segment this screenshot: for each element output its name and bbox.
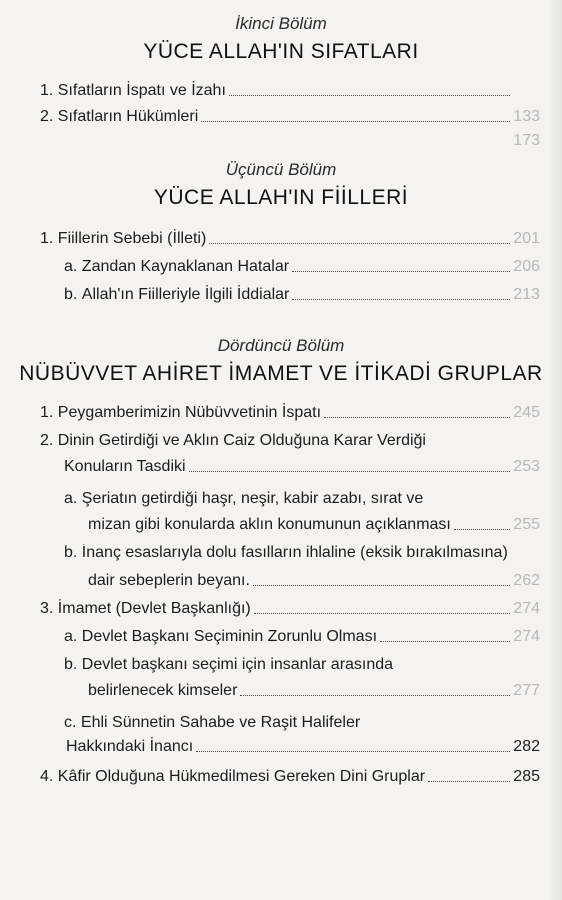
toc-entry-first-line	[64, 656, 393, 674]
dot-leader	[454, 529, 510, 530]
entry-page: 285	[513, 768, 540, 785]
entry-text-continued: Konuların Tasdiki	[64, 458, 186, 475]
entry-number: a.	[64, 628, 78, 645]
dot-leader	[196, 751, 510, 752]
toc-entry-first-line	[64, 490, 423, 508]
entry-text: Devlet Başkanı Seçiminin Zorunlu Olması	[81, 628, 378, 645]
entry-text: Devlet başkanı seçimi için insanlar arasında	[81, 656, 394, 673]
dot-leader	[209, 243, 510, 244]
section-label: Üçüncü Bölüm	[225, 160, 337, 179]
entry-number: a.	[64, 490, 78, 507]
dot-leader	[324, 417, 510, 418]
entry-text: Sıfatların Hükümleri	[57, 108, 199, 125]
entry-number: a.	[64, 258, 78, 275]
entry-text: Ehli Sünnetin Sahabe ve Raşit Halifeler	[80, 714, 361, 731]
toc-entry	[40, 108, 540, 126]
section-label: İkinci Bölüm	[235, 14, 327, 33]
toc-entry	[40, 82, 540, 100]
entry-page: 133	[513, 108, 540, 125]
toc-entry	[40, 768, 540, 786]
section-title: YÜCE ALLAH'IN FİİLLERİ	[153, 186, 409, 209]
dot-leader	[292, 299, 510, 300]
entry-text: Şeriatın getirdiği haşr, neşir, kabir azabı, sırat ve	[81, 490, 424, 507]
entry-page: 255	[513, 516, 540, 533]
entry-text: Fiillerin Sebebi (İlleti)	[57, 230, 207, 247]
entry-page: 206	[513, 258, 540, 275]
entry-page: 274	[513, 628, 540, 645]
toc-entry	[40, 600, 540, 618]
dot-leader	[380, 641, 510, 642]
entry-text-continued: mizan gibi konularda aklın konumunun açıklanması	[88, 516, 451, 533]
toc-entry	[40, 230, 540, 248]
toc-entry	[64, 286, 540, 304]
section-title: YÜCE ALLAH'IN SIFATLARI	[143, 40, 419, 63]
entry-text: Kâfir Olduğuna Hükmedilmesi Gereken Dini Gruplar	[57, 768, 426, 785]
entry-number: 4.	[40, 768, 54, 785]
toc-entry-continuation	[66, 738, 540, 756]
entry-page: 274	[513, 600, 540, 617]
entry-number: 1.	[40, 404, 54, 421]
entry-number: 3.	[40, 600, 54, 617]
entry-number: 1.	[40, 82, 54, 99]
entry-number: b.	[64, 656, 78, 673]
dot-leader	[189, 471, 511, 472]
toc-entry-continuation	[88, 572, 540, 590]
entry-number: 2.	[40, 108, 54, 125]
page-edge-shadow	[548, 0, 562, 900]
entry-text-continued: Hakkındaki İnancı	[66, 738, 194, 755]
dot-leader	[292, 271, 510, 272]
entry-number: c.	[64, 714, 77, 731]
toc-entry	[64, 258, 540, 276]
entry-text: Dinin Getirdiği ve Aklın Caiz Olduğuna Karar Verdiği	[57, 432, 426, 449]
entry-page: 245	[513, 404, 540, 421]
toc-entry-first-line	[40, 432, 426, 450]
dot-leader	[229, 95, 510, 96]
entry-page: 282	[513, 738, 540, 755]
toc-entry	[40, 404, 540, 422]
dot-leader	[253, 585, 510, 586]
entry-number: b.	[64, 544, 78, 561]
entry-text: Zandan Kaynaklanan Hatalar	[81, 258, 290, 275]
entry-page: 262	[513, 572, 540, 589]
entry-page: 201	[513, 230, 540, 247]
entry-text-continued: dair sebeplerin beyanı.	[88, 572, 250, 589]
toc-entry	[64, 628, 540, 646]
entry-number: 1.	[40, 230, 54, 247]
entry-text-continued: belirlenecek kimseler	[88, 682, 238, 699]
dot-leader	[240, 695, 510, 696]
section-label: Dördüncü Bölüm	[217, 336, 345, 355]
dot-leader	[428, 781, 510, 782]
entry-text: Peygamberimizin Nübüvvetinin İspatı	[57, 404, 322, 421]
entry-page: 277	[513, 682, 540, 699]
toc-entry-continuation	[88, 516, 540, 534]
toc-entry-first-line	[64, 544, 540, 562]
dot-leader	[254, 613, 511, 614]
entry-number: b.	[64, 286, 78, 303]
entry-text: İmamet (Devlet Başkanlığı)	[57, 600, 251, 617]
entry-text: İnanç esaslarıyla dolu fasılların ihlaline (eksik bırakılmasına)	[81, 544, 508, 561]
section-title: NÜBÜVVET AHİRET İMAMET VE İTİKADİ GRUPLAR	[19, 362, 543, 385]
toc-entry-continuation	[64, 458, 540, 476]
entry-text: Allah'ın Fiilleriyle İlgili İddialar	[81, 286, 290, 303]
entry-page: 213	[513, 286, 540, 303]
entry-page: 173	[513, 132, 540, 149]
toc-entry-first-line	[64, 714, 360, 732]
entry-page: 253	[513, 458, 540, 475]
toc-entry-continuation	[88, 682, 540, 700]
dot-leader	[201, 121, 510, 122]
entry-text: Sıfatların İspatı ve İzahı	[57, 82, 226, 99]
entry-number: 2.	[40, 432, 54, 449]
